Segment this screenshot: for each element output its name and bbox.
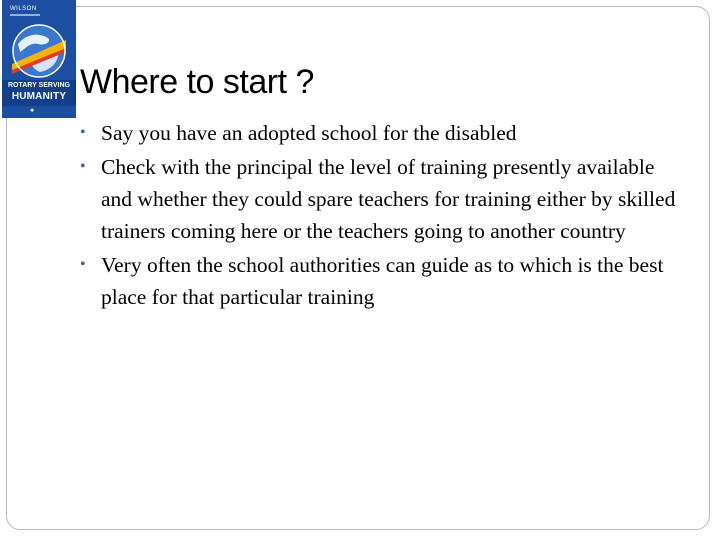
logo-text-line1: ROTARY SERVING [8, 82, 70, 89]
bullet-item [78, 151, 688, 247]
logo-text-line2: HUMANITY [11, 91, 67, 102]
slide-title: Where to start ? [80, 63, 314, 101]
bullet-text: Say you have an adopted school for the disabled [101, 121, 517, 145]
bullet-item [78, 117, 688, 149]
globe-icon [8, 20, 70, 80]
logo-top-text: WILSON [10, 6, 37, 12]
logo-divider [10, 14, 40, 16]
bullet-text: Very often the school authorities can guide as to which is the best place for that particular training [101, 253, 664, 309]
bullet-list [78, 117, 688, 315]
rotary-wheel-icon: ✸ [30, 108, 35, 114]
bullet-icon: • [80, 124, 86, 141]
bullet-icon: • [80, 256, 86, 273]
bullet-text: Check with the principal the level of training presently available and whether they could spare teachers for training either by skilled trainers coming here or the teachers going to another country [101, 155, 676, 243]
bullet-icon: • [80, 158, 86, 175]
bullet-item [78, 249, 688, 313]
rotary-logo [2, 0, 76, 118]
